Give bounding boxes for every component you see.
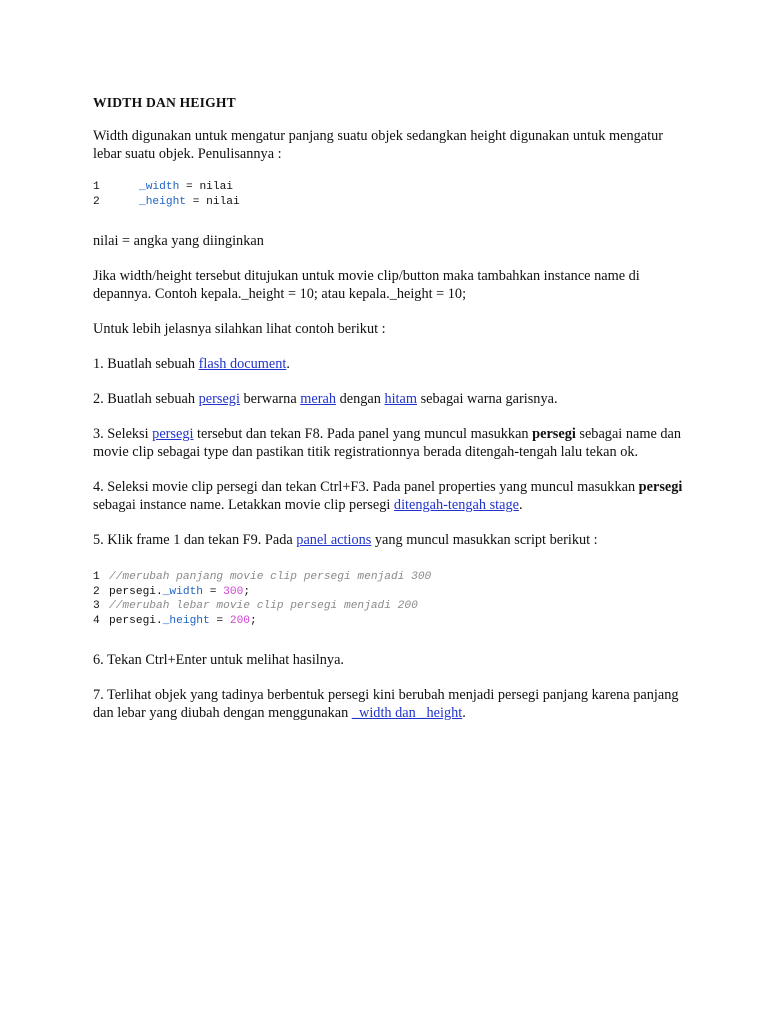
code-comment: //merubah lebar movie clip persegi menjadi 200 [109,600,418,612]
flash-document-link[interactable]: flash document [198,356,287,372]
hitam-link[interactable]: hitam [384,391,417,407]
step-text: sebagai name dan movie clip sebagai type dan pastikan titik registrationnya berada ditengah-tengah lalu tekan ok. [93,426,682,460]
instance-note: Jika width/height tersebut ditujukan untuk movie clip/button maka tambahkan instance name di depannya. Contoh kepala._height = 10; atau kepala._height = 10; [93,268,640,302]
step-text: 1. Buatlah sebuah [93,356,199,372]
code-line [93,571,431,583]
code-object: persegi. [109,614,163,627]
code-object: persegi. [109,585,163,598]
step-1 [93,355,683,373]
ditengah-tengah-stage-link[interactable]: ditengah-tengah stage [393,497,519,513]
step-text: sebagai warna garisnya. [417,391,558,407]
step-text: 2. Buatlah sebuah [93,391,199,407]
step-7 [93,686,683,722]
code-line [93,196,240,208]
step-text: . [518,497,523,513]
step-text: yang muncul masukkan script berikut : [371,532,598,548]
step-text: 7. Terlihat objek yang tadinya berbentuk persegi kini berubah menjadi persegi panjang karena panjang dan lebar yang diubah dengan menggunakan [93,687,679,721]
code-number: 200 [229,614,251,627]
persegi-link[interactable]: persegi [198,391,240,407]
panel-actions-link[interactable]: panel actions [296,532,372,548]
persegi-link[interactable]: persegi [152,426,194,442]
step-text: tersebut dan tekan F8. Pada panel yang muncul masukkan [193,426,533,442]
code-number: 300 [223,585,244,598]
step-5 [93,531,683,549]
step-4 [93,478,683,514]
code-line [93,586,250,598]
step-text: berwarna [239,391,301,407]
intro-paragraph: Width digunakan untuk mengatur panjang suatu objek sedangkan height digunakan untuk mengatur lebar suatu objek. Penulisannya : [93,128,663,162]
line-number: 1 [93,571,100,583]
code-property: _height [139,195,186,208]
code-operator: = [203,585,224,598]
merah-link[interactable]: merah [300,391,336,407]
code-line [93,181,233,193]
code-property: _height [162,614,210,627]
line-number: 1 [93,181,100,193]
code-operator: = [209,614,230,627]
nilai-note: nilai = angka yang diinginkan [93,233,264,249]
document-title: WIDTH DAN HEIGHT [93,95,236,110]
code-terminator: ; [243,585,251,598]
example-intro: Untuk lebih jelasnya silahkan lihat contoh berikut : [93,321,386,337]
width-dan-height-link[interactable]: _width dan _height [351,705,463,721]
step-text: 5. Klik frame 1 dan tekan F9. Pada [93,532,297,548]
step-text: . [286,356,290,372]
step-2 [93,390,683,408]
step-3 [93,425,683,461]
step-text: 3. Seleksi [93,426,153,442]
code-comment: //merubah panjang movie clip persegi menjadi 300 [109,571,432,583]
bold-persegi: persegi [532,426,576,442]
line-number: 4 [93,614,100,627]
step-text: sebagai instance name. Letakkan movie clip persegi [93,497,394,513]
code-terminator: ; [250,614,257,627]
step-6: 6. Tekan Ctrl+Enter untuk melihat hasilnya. [93,652,344,668]
bold-persegi: persegi [638,479,683,495]
line-number: 2 [93,195,100,208]
step-text: dengan [336,391,385,407]
code-property: _width [139,181,180,193]
code-text: = nilai [179,181,234,193]
code-line [93,600,418,612]
line-number: 2 [93,585,100,598]
code-block-syntax [93,180,683,209]
code-property: _width [162,585,204,598]
document-page [93,94,683,739]
code-block-script [93,570,683,628]
step-text: 4. Seleksi movie clip persegi dan tekan Ctrl+F3. Pada panel properties yang muncul masukkan [93,479,639,495]
code-line [93,615,257,627]
line-number: 3 [93,600,100,612]
step-text: . [462,705,466,721]
code-text: = nilai [186,195,240,208]
